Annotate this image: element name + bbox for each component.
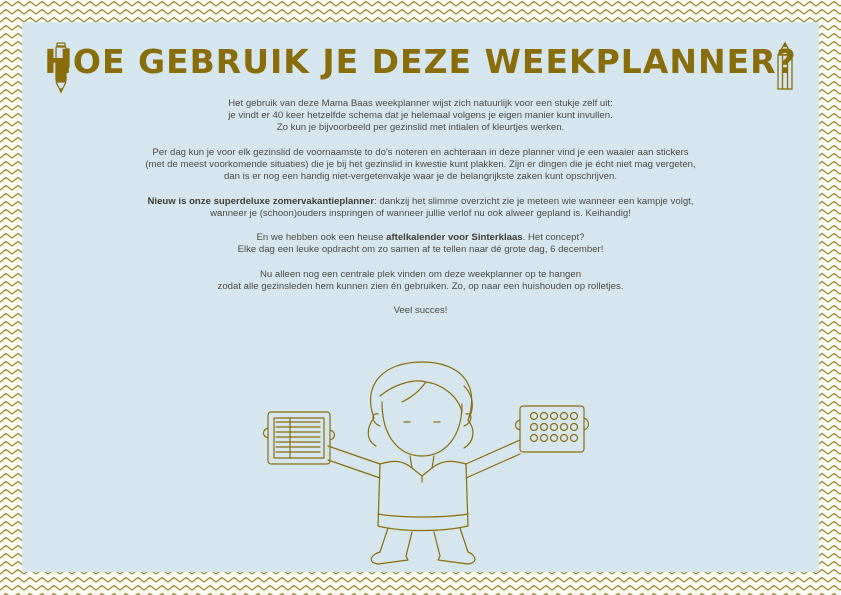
text-line: wanneer je (schoon)ouders inspringen of wanneer jullie verlof nu ook alweer gepland is. Keihandig! [210,207,631,219]
text-line [60,232,781,244]
summer-planner-highlight: Nieuw is onze superdeluxe zomervakantieplanner [147,195,375,207]
text-line: Het gebruik van deze Mama Baas weekplanner wijst zich natuurlijk voor een stukje zelf uit: [228,98,613,109]
paragraph-closing [60,305,781,317]
instructions-text [60,98,781,330]
text-line: zodat alle gezinsleden hem kunnen zien én gebruiken. Zo, op naar een huishouden op rolletjes. [217,280,624,292]
text-line: Per dag kun je voor elk gezinslid de voornaamste to do's noteren en achteraan in deze planner vind je een waaier aan stickers [152,146,689,158]
text-line [60,196,781,208]
text-line: Nu alleen nog een centrale plek vinden om deze weekplanner op te hangen [259,268,582,280]
paragraph-stickers [60,147,781,184]
sinterklaas-highlight: aftelkalender voor Sinterklaas [386,232,523,244]
mascot-illustration [262,356,592,576]
text-line: dan is er nog een handig niet-vergetenvakje waar je de belangrijkste zaken kunt opschrijven. [223,171,618,183]
text-line: Elke dag een leuke opdracht om zo samen af te tellen naar dé grote dag, 6 december! [237,244,604,256]
text-line: (met de meest voorkomende situaties) die je bij het gezinslid in kwestie kunt plakken. Zijn er dingen die je écht niet mag vergeten, [145,159,696,170]
paragraph-sinterklaas [60,232,781,256]
text-line: je vindt er 40 keer hetzelfde schema dat je helemaal volgens je eigen manier kunt invullen. [228,110,613,122]
text-fragment: : dankzij het slimme overzicht zie je meteen wie wanneer een kampje volgt, [374,195,694,207]
text-line: Zo kun je bijvoorbeeld per gezinslid met intialen of kleurtjes werken. [276,122,565,134]
paragraph-intro [60,98,781,135]
paragraph-summer-planner [60,196,781,220]
text-fragment: En we hebben ook een heuse [256,232,387,244]
closing-text: Veel succes! [393,305,448,317]
paragraph-hang-up [60,269,781,293]
page-title: HOE GEBRUIK JE DEZE WEEKPLANNER? [44,42,797,81]
text-fragment: . Het concept? [522,232,585,244]
